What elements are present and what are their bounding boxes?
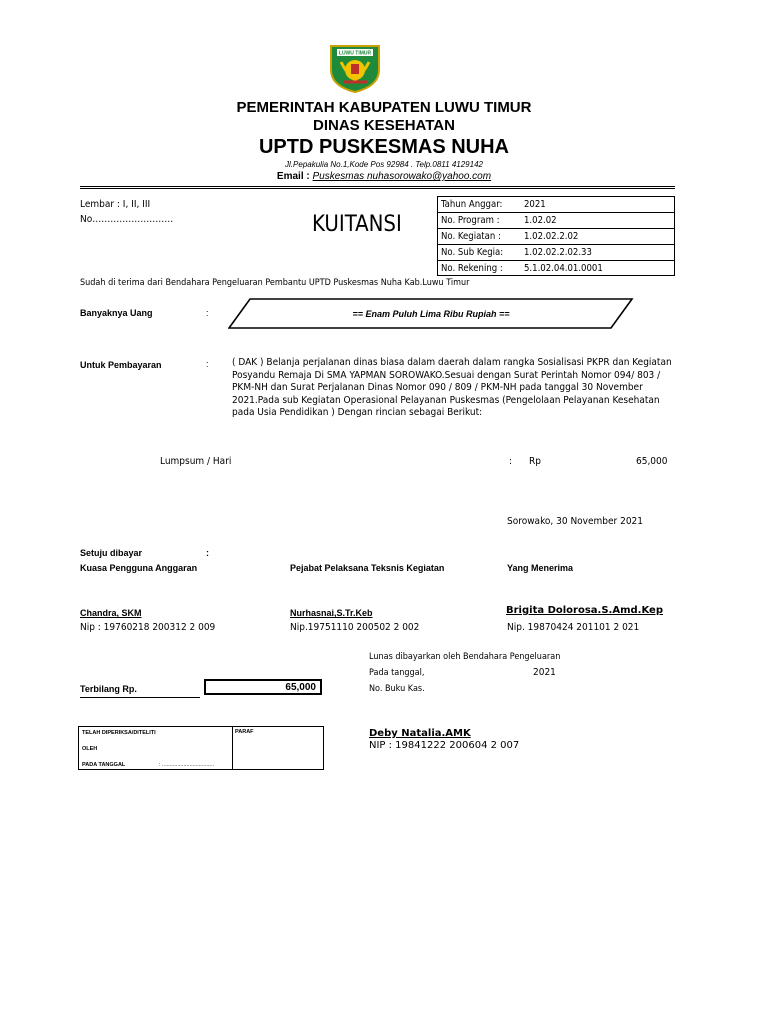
info-value: 1.02.02 bbox=[524, 215, 557, 226]
signer-nip-receiver: Nip. 19870424 201101 2 021 bbox=[507, 622, 640, 633]
treasurer-nip: NIP : 19841222 200604 2 007 bbox=[369, 740, 520, 751]
email-label: Email : bbox=[276, 171, 310, 182]
signer-nip-kpa: Nip : 19760218 200312 2 009 bbox=[80, 622, 216, 633]
amount-words-value: == Enam Puluh Lima Ribu Rupiah == bbox=[352, 309, 510, 319]
on-date-label: PADA TANGGAL bbox=[82, 762, 126, 768]
payment-purpose-colon: : bbox=[206, 359, 209, 369]
header-department: DINAS KESEHATAN bbox=[313, 117, 455, 134]
header-divider bbox=[80, 186, 675, 187]
header-address: Jl.Pepakulia No.1,Kode Pos 92984 . Telp.0811 4129142 bbox=[285, 160, 483, 169]
amount-words-label: Banyaknya Uang bbox=[80, 308, 153, 318]
paid-date-label: Pada tanggal, bbox=[369, 668, 425, 678]
paraf-label: PARAF bbox=[235, 729, 254, 735]
info-label: No. Kegiatan : bbox=[441, 231, 501, 242]
treasurer-name: Deby Natalia.AMK bbox=[369, 728, 471, 739]
info-label: Tahun Anggar: bbox=[441, 199, 503, 210]
terbilang-box bbox=[204, 679, 322, 695]
signer-name-pptk: Nurhasnai,S.Tr.Keb bbox=[290, 608, 373, 618]
signer-role-receiver: Yang Menerima bbox=[507, 563, 574, 573]
info-value: 1.02.02.2.02 bbox=[524, 231, 579, 242]
info-row bbox=[438, 244, 674, 261]
signer-role-kpa: Kuasa Pengguna Anggaran bbox=[80, 563, 198, 573]
terbilang-underline bbox=[80, 697, 200, 698]
paid-by-text: Lunas dibayarkan oleh Bendahara Pengeluaran bbox=[369, 652, 561, 662]
budget-info-table bbox=[437, 196, 675, 276]
payment-purpose-text: ( DAK ) Belanja perjalanan dinas biasa dalam daerah dalam rangka Sosialisasi PKPR dan Kegiatan Posyandu Remaja Di SMA YAPMAN SOROWAKO.Sesuai dengan Surat Perintah Nomor 094/ 803 / PKM-NH dan Surat Perjalanan Dinas Nomor 090 / 809 / PKM-NH pada tanggal 30 November 2021.Pada sub Kegiatan Operasional Pelayanan Puskesmas (Pengelolaan Pelayanan Kesehatan pada Usia Pendidikan ) Dengan rincian sebagai Berikut: bbox=[232, 357, 672, 418]
received-from-text: Sudah di terima dari Bendahara Pengeluaran Pembantu UPTD Puskesmas Nuha Kab.Luwu Timur bbox=[80, 278, 470, 288]
item-amount: 65,000 bbox=[636, 456, 668, 467]
item-colon: : bbox=[509, 456, 513, 467]
info-label: No. Sub Kegia: bbox=[441, 247, 504, 258]
paid-date-year: 2021 bbox=[533, 667, 556, 678]
approval-colon: : bbox=[206, 548, 209, 558]
info-row bbox=[438, 197, 674, 213]
nomor-text: No……………………… bbox=[80, 214, 174, 225]
signer-nip-pptk: Nip.19751110 200502 2 002 bbox=[290, 622, 420, 633]
by-label: OLEH bbox=[82, 746, 98, 752]
header-divider-2 bbox=[80, 188, 675, 189]
signer-role-pptk: Pejabat Pelaksana Teksnis Kegiatan bbox=[290, 563, 445, 573]
cash-book-number: No. Buku Kas. bbox=[369, 684, 425, 694]
approval-label: Setuju dibayar bbox=[80, 548, 143, 558]
email-link[interactable]: Puskesmas nuhasorowako@yahoo.com bbox=[312, 171, 492, 182]
logo-text: LUWU TIMUR bbox=[338, 50, 372, 57]
info-label: No. Rekening : bbox=[441, 263, 503, 274]
header-email bbox=[0, 171, 768, 182]
payment-purpose-label: Untuk Pembayaran bbox=[80, 360, 162, 370]
verified-label: TELAH DIPERIKSA/DITELITI bbox=[82, 730, 156, 736]
info-value: 1.02.02.2.02.33 bbox=[524, 247, 592, 258]
amount-words-colon: : bbox=[206, 308, 209, 318]
info-label: No. Program : bbox=[441, 215, 500, 226]
signer-name-kpa: Chandra, SKM bbox=[80, 608, 142, 618]
verification-divider bbox=[232, 727, 233, 769]
logo-luwu-timur bbox=[327, 40, 383, 94]
place-date: Sorowako, 30 November 2021 bbox=[507, 516, 643, 527]
item-currency: Rp bbox=[529, 456, 541, 467]
info-row bbox=[438, 212, 674, 229]
header-government: PEMERINTAH KABUPATEN LUWU TIMUR bbox=[236, 99, 532, 116]
terbilang-label: Terbilang Rp. bbox=[80, 684, 137, 694]
info-value: 5.1.02.04.01.0001 bbox=[524, 263, 603, 274]
info-value: 2021 bbox=[524, 199, 546, 210]
signer-name-receiver: Brigita Dolorosa.S.Amd.Kep bbox=[506, 605, 663, 616]
lembar-text: Lembar : I, II, III bbox=[80, 199, 151, 210]
terbilang-value: 65,000 bbox=[285, 682, 316, 693]
item-label: Lumpsum / Hari bbox=[160, 456, 232, 467]
header-puskesmas: UPTD PUSKESMAS NUHA bbox=[258, 136, 510, 158]
on-date-dots: : .................................. bbox=[159, 762, 215, 768]
verification-box bbox=[78, 726, 324, 770]
document-title: KUITANSI bbox=[312, 212, 402, 237]
info-row bbox=[438, 260, 674, 277]
info-row bbox=[438, 228, 674, 245]
